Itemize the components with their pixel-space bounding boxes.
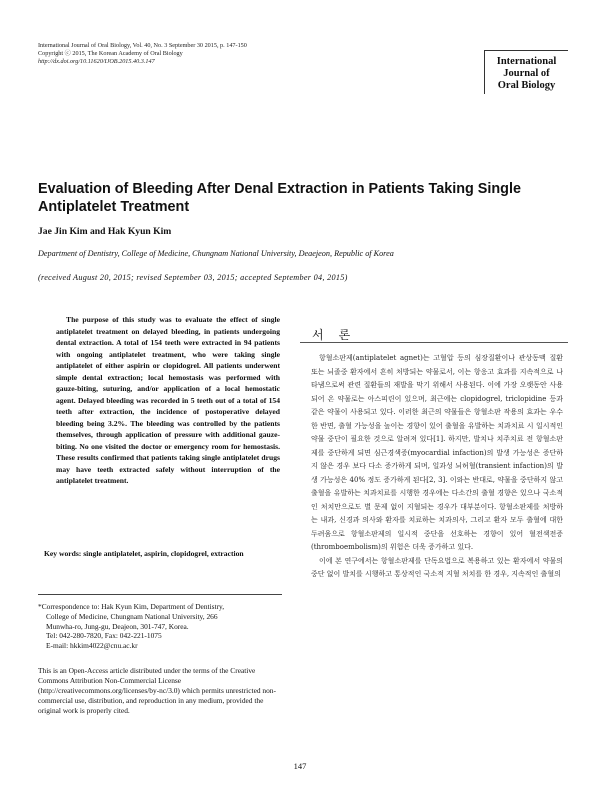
page-number: 147 [293,761,307,771]
journal-name-box [484,50,568,94]
footnote-line: Tel: 042-280-7820, Fax: 042-221-1075 [46,631,162,641]
received-dates: (received August 20, 2015; revised September 03, 2015; accepted September 04, 2015) [38,273,348,282]
footnote-divider [38,594,282,595]
footnote-line: Munwha-ro, Jung-gu, Deajeon, 301-747, Korea. [46,621,189,631]
article-title [38,180,558,216]
section-divider [300,342,568,343]
abstract-text: The purpose of this study was to evaluate the effect of single antiplatelet treatment on delayed bleeding, in patients undergoing dental extraction. A total of 154 teeth were extracted in 94 patients with ongoing antiplatelet treatment, who were taking single antiplatelet of either aspirin or clopidogrel. All patients underwent simple dental extraction; local hemostasis was performed with gauze-biting, suturing, and/or application of a local hemostatic agent. Delayed bleeding was recorded in 5 teeth out of a total of 154 teeth after extraction, the incidence of postoperative delayed bleeding being 3.2%. The bleeding was controlled by the patients themselves, through application of pressure with additional gauze-biting. No one visited the doctor or emergency room for hemostasis. These results confirmed that patients taking single antiplatelet drugs may have teeth extracted safely without interruption of the antiplatelet treatment. [56,315,280,485]
keywords: Key words: single antiplatelet, aspirin, clopidogrel, extraction [44,549,244,558]
footnote-line: *Correspondence to: Hak Kyun Kim, Department of Dentistry, [38,602,225,611]
copyright-line: Copyright ⓒ 2015, The Korean Academy of Oral Biology [38,50,183,58]
author-list: Jae Jin Kim and Hak Kyun Kim [38,226,172,237]
journal-citation [38,42,358,67]
title-line: Evaluation of Bleeding After Denal Extraction in Patients Taking Single [38,181,521,197]
doi-link[interactable]: http://dx.doi.org/10.11620/IJOB.2015.40.3.147 [38,58,155,66]
introduction-paragraph: 이에 본 연구에서는 항혈소판제를 단독요법으로 복용하고 있는 환자에서 약물의 중단 없이 발치를 시행하고 통상적인 국소적 지혈 처치를 한 경우, 지속적인 출혈의 [311,556,563,578]
journal-name-line: Oral Biology [497,80,556,91]
license-text: This is an Open-Access article distributed under the terms of the Creative Commons Attribution Non-Commercial License (http://creativecommons.org/licenses/by-nc/3.0) which permits unrestricted non-commercial use, distribution, and reproduction in any medium, provided the original work is properly cited. [38,666,276,715]
footnote-email[interactable]: E-mail: hkkim4022@cnu.ac.kr [46,641,138,651]
introduction-body [311,352,563,582]
author-affiliation: Department of Dentistry, College of Medicine, Chungnam National University, Deaejeon, Republic of Korea [38,249,394,258]
introduction-paragraph: 항혈소판제(antiplatelet agnet)는 고혈압 등의 심장질환이나 관상동맥 질환 또는 뇌졸중 환자에서 흔히 처방되는 약물로서, 이는 항응고 효과를 지속적으로 나타냄으로써 관련 질환들의 재발을 막기 위해서 사용된다. 이에 가장 오랫동안 사용되어 온 약물로는 아스피린이 있으며, 최근에는 clopidogrel, triclopidine 등과 같은 약물이 사용되고 있다. 이러한 최근의 약물들은 항혈소판 작용의 효과는 우수한 반면, 출혈 가능성을 높이는 경향이 있어 출혈을 유발하는 치과치료 시 일시적인 약물 중단이 필요한 것으로 알려져 있다[1]. 하지만, 발치나 치주치료 전 항혈소판제를 중단하게 되면 심근경색증(myocardial infaction)의 발생 가능성은 증단하지 않은 경우 보다 다소 증가하게 되며, 일과성 뇌허혈(transient infaction)의 발생 가능성은 40% 정도 증가하게 된다[2, 3]. 이와는 반대로, 약물을 중단하지 않고 출혈을 유발하는 치과치료를 시행한 경우에는 다소간의 출혈 경향은 있으나 국소적인 처치만으로도 별 문제 없이 지혈되는 경우가 대부분이다. 항혈소판제를 처방하는 내과, 신경과 의사와 환자를 치료하는 치과의사, 그리고 환자 모두 출혈에 대한 두려움으로 항혈소판제의 일시적 중단을 선호하는 경향이 있어 혈전색전증(thromboembolism)의 위험은 더욱 증가하고 있다. [311,354,563,551]
journal-name-line: Journal of [503,68,550,79]
footnote-line: College of Medicine, Chungnam National University, 266 [46,611,218,621]
journal-volume-line: International Journal of Oral Biology, Vol. 40, No. 3 September 30 2015, p. 147-150 [38,42,247,49]
correspondence-footnote [38,602,278,651]
title-line: Antiplatelet Treatment [38,199,190,215]
section-heading-introduction: 서 론 [312,328,357,342]
journal-name-line: International [496,56,557,67]
